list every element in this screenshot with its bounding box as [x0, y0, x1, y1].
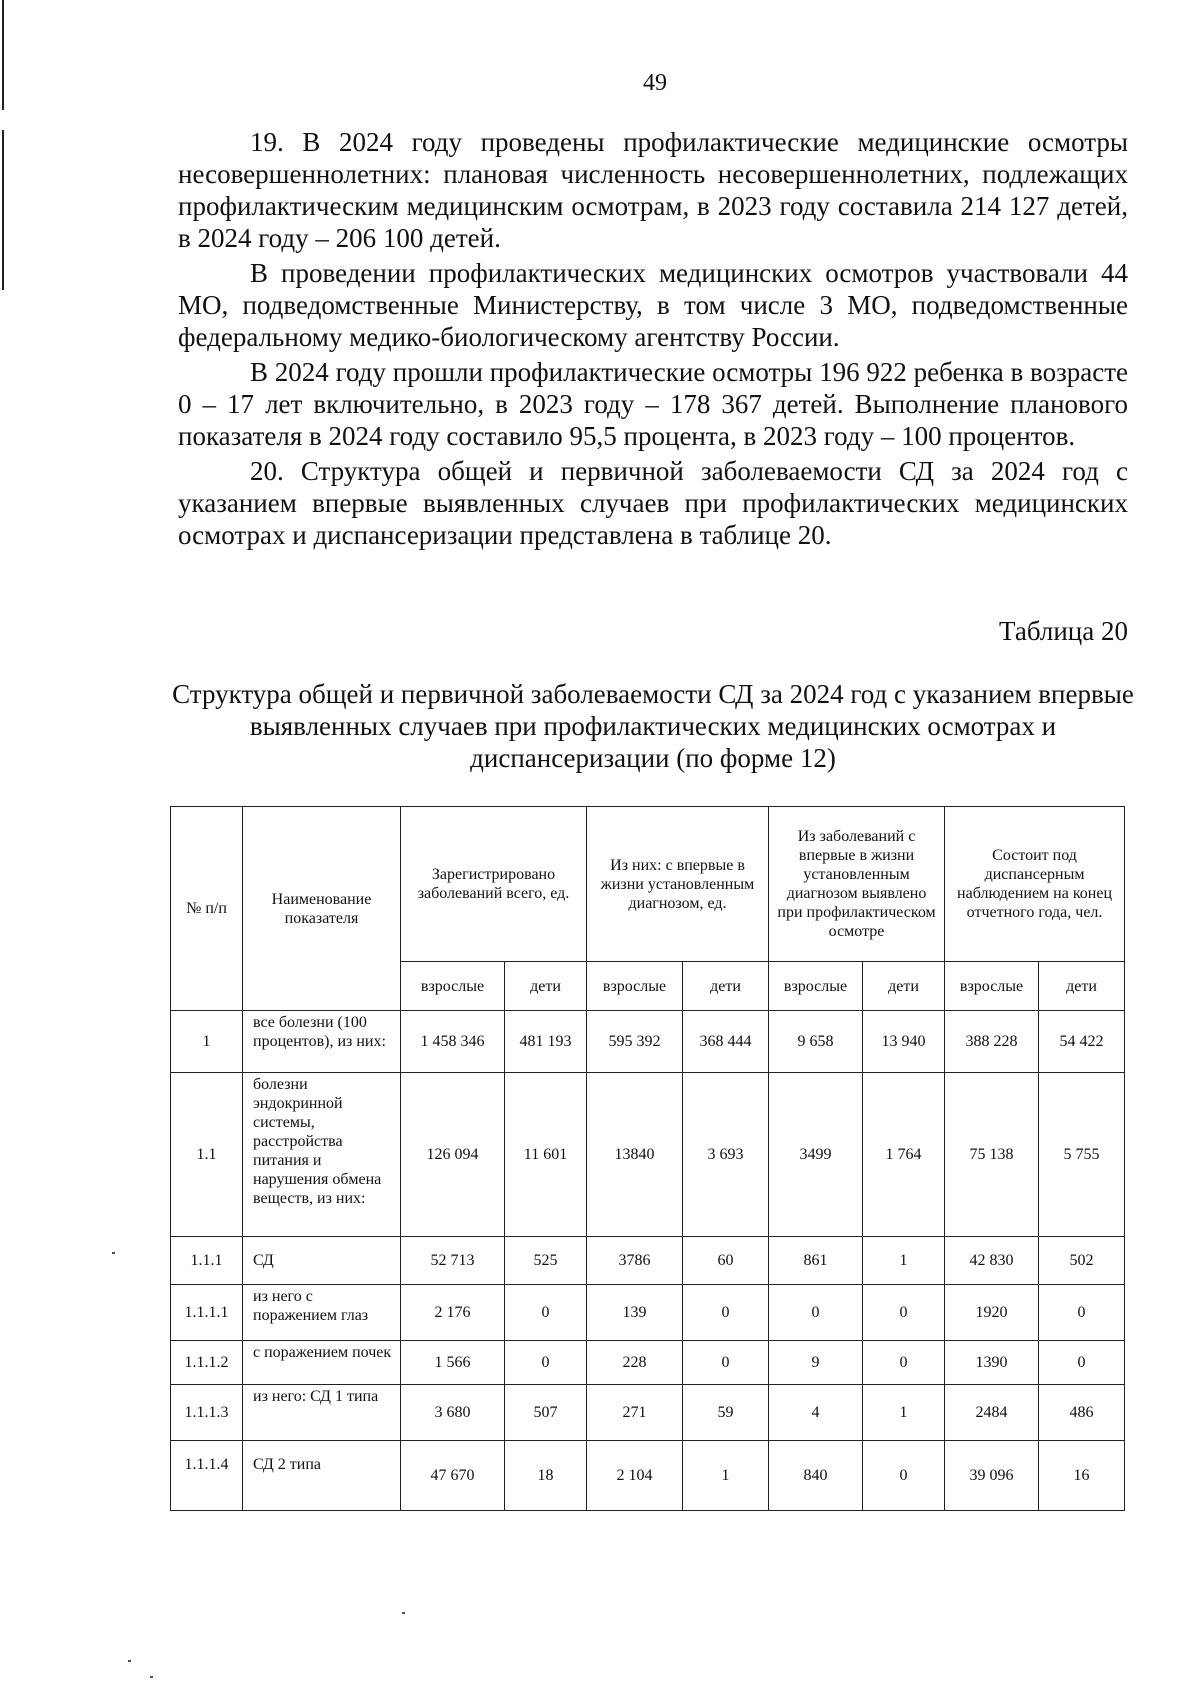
row-name: СД: [243, 1237, 401, 1285]
cell-value: 486: [1039, 1385, 1125, 1441]
cell-value: 1920: [945, 1285, 1039, 1341]
subheader-children: дети: [683, 962, 769, 1011]
table-row: [171, 1073, 1125, 1237]
cell-value: 59: [683, 1385, 769, 1441]
cell-value: 3 693: [683, 1073, 769, 1237]
table-row: [171, 1385, 1125, 1441]
subheader-children: дети: [1039, 962, 1125, 1011]
paragraph: В проведении профилактических медицинских осмотров участвовали 44 МО, подведомственные Министерству, в том числе 3 МО, подведомственные федеральному медико-биологическому агентству России.: [178, 258, 1128, 352]
row-name: с поражением почек: [243, 1341, 401, 1385]
header-name: Наименование показателя: [243, 807, 401, 1011]
cell-value: 3 680: [401, 1385, 505, 1441]
cell-value: 4: [769, 1385, 863, 1441]
row-name: болезни эндокринной системы, расстройства питания и нарушения обмена веществ, из них:: [243, 1073, 401, 1237]
paragraph: 19. В 2024 году проведены профилактические медицинские осмотры несовершеннолетних: плановая численность несовершеннолетних, подлежащих профилактическим медицинским осмотрам, в 2023 году составила 214 127 детей, в 2024 году – 206 100 детей.: [178, 127, 1128, 253]
cell-value: 271: [587, 1385, 683, 1441]
header-found-at-exam: Из заболеваний с впервые в жизни установленным диагнозом выявлено при профилактическом осмотре: [769, 807, 945, 962]
cell-value: 1: [863, 1237, 945, 1285]
cell-value: 1 566: [401, 1341, 505, 1385]
table-row: [171, 1237, 1125, 1285]
body-text: [178, 126, 1128, 554]
table-title: Структура общей и первичной заболеваемости СД за 2024 год с указанием впервые выявленных случаев при профилактических медицинских осмотрах и диспансеризации (по форме 12): [172, 679, 1134, 773]
cell-value: 13 940: [863, 1011, 945, 1073]
cell-value: 0: [863, 1441, 945, 1511]
cell-value: 18: [505, 1441, 587, 1511]
header-first-time: Из них: с впервые в жизни установленным диагнозом, ед.: [587, 807, 769, 962]
cell-value: 16: [1039, 1441, 1125, 1511]
cell-value: 2 176: [401, 1285, 505, 1341]
scan-speck: [112, 1252, 115, 1254]
cell-value: 1 458 346: [401, 1011, 505, 1073]
paragraph: В 2024 году прошли профилактические осмотры 196 922 ребенка в возрасте 0 – 17 лет включительно, в 2023 году – 178 367 детей. Выполнение планового показателя в 2024 году составило 95,5 процента, в 2023 году – 100 процентов.: [178, 357, 1128, 451]
row-name: все болезни (100 процентов), из них:: [243, 1011, 401, 1073]
cell-value: 0: [769, 1285, 863, 1341]
cell-value: 13840: [587, 1073, 683, 1237]
cell-value: 47 670: [401, 1441, 505, 1511]
cell-value: 388 228: [945, 1011, 1039, 1073]
cell-value: 3786: [587, 1237, 683, 1285]
cell-value: 507: [505, 1385, 587, 1441]
cell-value: 525: [505, 1237, 587, 1285]
cell-value: 840: [769, 1441, 863, 1511]
cell-value: 2 104: [587, 1441, 683, 1511]
row-num: 1.1.1.1: [171, 1285, 243, 1341]
statistics-table: [170, 806, 1125, 1511]
cell-value: 3499: [769, 1073, 863, 1237]
subheader-adults: взрослые: [945, 962, 1039, 1011]
row-num: 1.1.1: [171, 1237, 243, 1285]
cell-value: 0: [505, 1285, 587, 1341]
subheader-children: дети: [863, 962, 945, 1011]
scan-speck: [402, 1612, 405, 1614]
cell-value: 1 764: [863, 1073, 945, 1237]
row-num: 1.1: [171, 1073, 243, 1237]
header-num: № п/п: [171, 807, 243, 1011]
subheader-children: дети: [505, 962, 587, 1011]
cell-value: 0: [683, 1285, 769, 1341]
cell-value: 39 096: [945, 1441, 1039, 1511]
scan-speck: [150, 1676, 153, 1678]
row-name: из него с поражением глаз: [243, 1285, 401, 1341]
cell-value: 60: [683, 1237, 769, 1285]
cell-value: 54 422: [1039, 1011, 1125, 1073]
cell-value: 42 830: [945, 1237, 1039, 1285]
subheader-adults: взрослые: [401, 962, 505, 1011]
table-row: [171, 1441, 1125, 1511]
cell-value: 0: [1039, 1341, 1125, 1385]
row-num: 1.1.1.2: [171, 1341, 243, 1385]
cell-value: 139: [587, 1285, 683, 1341]
row-num: 1.1.1.4: [171, 1441, 243, 1511]
cell-value: 2484: [945, 1385, 1039, 1441]
cell-value: 861: [769, 1237, 863, 1285]
cell-value: 9 658: [769, 1011, 863, 1073]
cell-value: 368 444: [683, 1011, 769, 1073]
cell-value: 0: [863, 1285, 945, 1341]
table-row: [171, 1341, 1125, 1385]
subheader-adults: взрослые: [587, 962, 683, 1011]
cell-value: 228: [587, 1341, 683, 1385]
cell-value: 52 713: [401, 1237, 505, 1285]
row-name: СД 2 типа: [243, 1441, 401, 1511]
header-dispensary: Состоит под диспансерным наблюдением на конец отчетного года, чел.: [945, 807, 1125, 962]
row-num: 1.1.1.3: [171, 1385, 243, 1441]
cell-value: 11 601: [505, 1073, 587, 1237]
cell-value: 5 755: [1039, 1073, 1125, 1237]
cell-value: 1: [683, 1441, 769, 1511]
table-row: [171, 1285, 1125, 1341]
row-num: 1: [171, 1011, 243, 1073]
subheader-adults: взрослые: [769, 962, 863, 1011]
scan-speck: [128, 1660, 131, 1662]
cell-value: 0: [505, 1341, 587, 1385]
header-registered: Зарегистрировано заболеваний всего, ед.: [401, 807, 587, 962]
cell-value: 75 138: [945, 1073, 1039, 1237]
cell-value: 481 193: [505, 1011, 587, 1073]
cell-value: 595 392: [587, 1011, 683, 1073]
cell-value: 126 094: [401, 1073, 505, 1237]
cell-value: 1390: [945, 1341, 1039, 1385]
paragraph: 20. Структура общей и первичной заболеваемости СД за 2024 год с указанием впервые выявленных случаев при профилактических медицинских осмотрах и диспансеризации представлена в таблице 20.: [178, 456, 1128, 550]
cell-value: 0: [1039, 1285, 1125, 1341]
table-label: Таблица 20: [999, 616, 1128, 646]
page-number: 49: [643, 70, 667, 96]
cell-value: 0: [683, 1341, 769, 1385]
cell-value: 502: [1039, 1237, 1125, 1285]
row-name: из него: СД 1 типа: [243, 1385, 401, 1441]
cell-value: 9: [769, 1341, 863, 1385]
scan-margin-line: [2, 130, 4, 290]
table-row: [171, 1011, 1125, 1073]
cell-value: 0: [863, 1341, 945, 1385]
cell-value: 1: [863, 1385, 945, 1441]
